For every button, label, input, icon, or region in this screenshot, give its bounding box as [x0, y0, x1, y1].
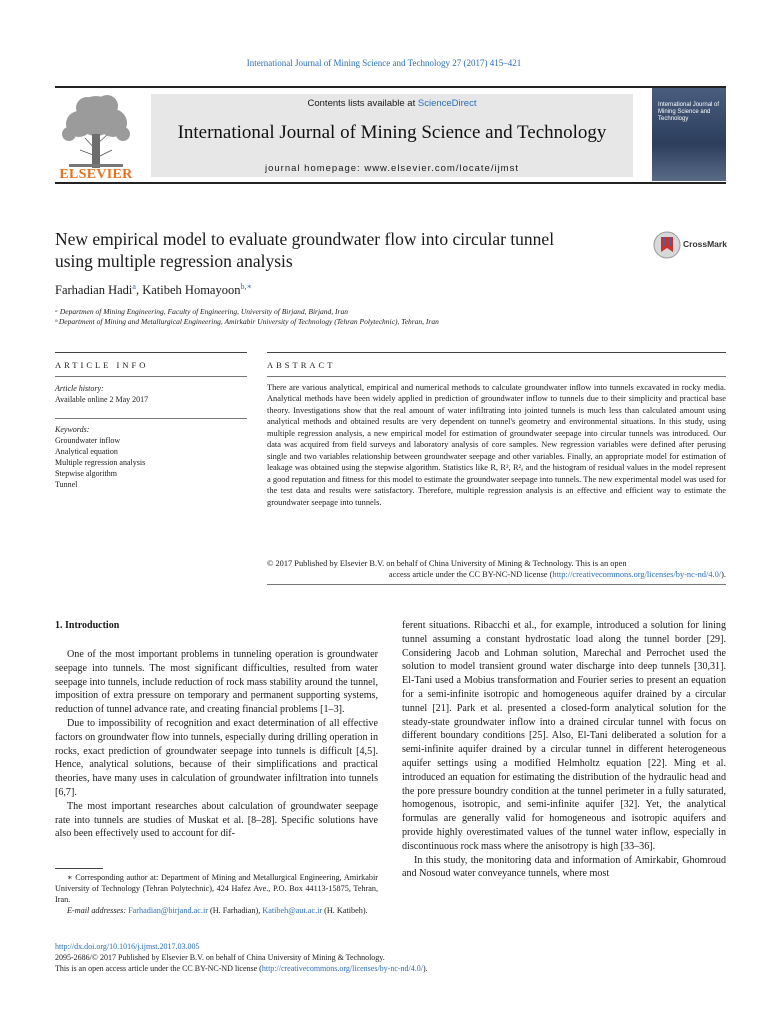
contents-prefix: Contents lists available at: [307, 98, 418, 109]
cover-title: International Journal of Mining Science and Technology: [658, 102, 720, 122]
email-link-1[interactable]: Farhadian@birjand.ac.ir: [128, 906, 208, 915]
divider: [267, 352, 726, 353]
license-end: ).: [423, 964, 428, 973]
copyright-line-2-text: access article under the CC BY-NC-ND license (: [388, 570, 553, 580]
affiliation-a: ᵃ Departmen of Mining Engineering, Faculty of Engineering, University of Birjand, Birjand, Iran: [55, 307, 348, 316]
abstract-heading: ABSTRACT: [267, 360, 336, 370]
author-1-affil[interactable]: a: [132, 282, 136, 291]
paragraph: The most important researches about calculation of groundwater seepage rate into tunnels are studies of Muskat et al. [8–28]. Specific solutions have also been effectively used to account for dif-: [55, 800, 378, 840]
paragraph: ferent situations. Ribacchi et al., for example, introduced a solution for lining tunnel assuming a constant hydrostatic load along the tunnel border [29]. Considering Jacob and Lohman solution, Marechal and Perrochet used the solution to model transient ground water discharge into deep tunnels [30,31]. El-Tani used a Mobius transformation and Fourier series to present an equation for a semi-infinite isotropic and homogeneous aquifer drained by a circular tunnel [21]. Park et al. presented a closed-form analytical solution for the steady-state groundwater inflow into a drained circular tunnel with focus on different boundary conditions [25]. Also, El-Tani deliberated a solution for a semi-infinite aquifer drained by a circular tunnel in different heterogeneous aquifer settings using a modified Helmholtz equation [22]. Ming et al. introduced an equation for estimating the distribution of the hydraulic head and the pore pressure boundry condition at the tunnel perimeter in a fully saturated, homogenous, isotropic, and semi-infinite aquifer [32]. Yet, the analytical formulas are generally valid for homogeneous and isotropic aquifers and provide highly overestimated values of the tunnel water inflow, especially in discontinuous rock mass where the anisotropy is high [33–36].: [402, 620, 726, 852]
crossmark-label: CrossMark: [683, 239, 727, 249]
title-line-1: New empirical model to evaluate groundwater flow into circular tunnel: [55, 229, 555, 249]
doi-link[interactable]: http://dx.doi.org/10.1016/j.ijmst.2017.03.005: [55, 942, 200, 951]
email-link-2[interactable]: Katibeh@aut.ac.ir: [262, 906, 323, 915]
keyword: Tunnel: [55, 480, 78, 489]
keyword: Analytical equation: [55, 447, 118, 456]
divider: [267, 376, 726, 377]
footnote-divider: [55, 868, 103, 869]
divider: [55, 352, 247, 353]
journal-title: International Journal of Mining Science and Technology: [177, 122, 607, 143]
elsevier-wordmark: ELSEVIER: [59, 167, 133, 182]
author-list: [55, 282, 252, 298]
paragraph: Due to impossibility of recognition and exact determination of all effective factors on groundwater flow into tunnels, especially during drilling operation in rocks, exact prediction of groundwater seepage into tunnels is difficult [4,5]. Hence, analytical solutions, because of their simplifications and practical theories, have many uses in calculation of groundwater infiltration into tunnels [6,7].: [55, 717, 378, 798]
license-link-bottom[interactable]: http://creativecommons.org/licenses/by-nc-nd/4.0/: [261, 964, 423, 973]
paragraph: One of the most important problems in tunneling operation is groundwater seepage into tunnels. The most significant difficulties, resulted from water seepage into tunnels, include reduction of rock mass stability around the tunnel, imposition of extra pressure on temporary and permanent supporting systems, reduction of tunnel advance rate, and creating financial problems [1–3].: [55, 649, 378, 716]
divider: [55, 376, 247, 377]
history-label: Article history:: [55, 384, 104, 393]
corresponding-author-footnote: [55, 872, 378, 916]
keyword: Groundwater inflow: [55, 436, 121, 445]
article-history: [55, 383, 148, 405]
journal-banner: [151, 94, 633, 177]
abstract-copyright: [267, 558, 726, 581]
article-info-heading: ARTICLE INFO: [55, 360, 149, 370]
paragraph: In this study, the monitoring data and information of Amirkabir, Ghomroud and Nosoud water conveyance tunnels, where most: [402, 854, 726, 880]
abstract-text: There are various analytical, empirical and numerical methods to calculate groundwater inflow into tunnels excavated in rocky media. Analytical methods have been widely applied in prediction of groundwater inflow to tunnels due to their simplicity and practical base theory. Investigations show that the real amount of water infiltrating into jointed tunnels is much less than calculated amount using analytical methods and obtained results are very dependent on tunnel's geometry and environmental situations. In this study, using multiple regression analysis, a new empirical model for estimation of groundwater seepage into circular tunnels was introduced. Our data was acquired from field surveys and laboratory analysis of core samples. New regression variables were defined after perusing single and two variables relationship between groundwater seepage and other variables. Finally, an appropriate model for estimation of leakage was obtained using the stepwise algorithm. Statistics like R, R², R²ₐ and the histogram of residual values in the model represent a good reputation and fitness for this model to estimate the groundwater seepage into tunnels. The new experimental model was used for the test data and results were satisfactory. Therefore, multiple regression analysis is an effective and efficient way to estimate the groundwater seepage into tunnels.: [267, 383, 726, 507]
paper-title: [55, 228, 645, 272]
footnote-emails: [55, 905, 378, 916]
journal-homepage[interactable]: journal homepage: www.elsevier.com/locate/ijmst: [265, 163, 519, 174]
journal-citation[interactable]: International Journal of Mining Science and Technology 27 (2017) 415–421: [246, 58, 522, 68]
divider: [55, 418, 247, 419]
keyword: Multiple regression analysis: [55, 458, 146, 467]
title-line-2: using multiple regression analysis: [55, 251, 293, 271]
copyright-line-2-end: ).: [721, 570, 726, 580]
keyword: Stepwise algorithm: [55, 469, 117, 478]
section-heading: 1. Introduction: [55, 620, 120, 631]
body-column-left: [55, 648, 378, 841]
issn-line: 2095-2686/© 2017 Published by Elsevier B.V. on behalf of China University of Mining & Technology.: [55, 953, 385, 962]
crossmark-badge[interactable]: [652, 230, 730, 260]
email-1-owner: (H. Farhadian),: [207, 906, 263, 915]
contents-line: [151, 98, 633, 109]
author-2: Katibeh Homayoon: [142, 283, 241, 298]
affiliations: [55, 307, 439, 327]
copyright-line-2: [267, 569, 726, 580]
keywords-block: [55, 424, 145, 490]
crossmark-icon: [652, 230, 682, 260]
affiliation-b: ᵇ Department of Mining and Metallurgical Engineering, Amirkabir University of Technology (Tehran Polytechnic), Tehran, Iran: [55, 317, 439, 326]
journal-masthead: [55, 86, 726, 184]
journal-cover-thumbnail[interactable]: [652, 88, 726, 181]
license-link[interactable]: http://creativecommons.org/licenses/by-nc-nd/4.0/: [552, 570, 722, 580]
author-2-affil[interactable]: b,∗: [240, 282, 252, 291]
author-1: Farhadian Hadi: [55, 283, 133, 298]
license-line: [55, 963, 555, 974]
license-text: This is an open access article under the CC BY-NC-ND license (: [55, 964, 262, 973]
author-separator: ,: [135, 283, 143, 298]
bottom-publication-info: [55, 941, 555, 974]
copyright-line-1: © 2017 Published by Elsevier B.V. on behalf of China University of Mining & Technology. This is an open: [267, 559, 627, 568]
email-2-owner: (H. Katibeh).: [322, 906, 368, 915]
footnote-text: ∗ Corresponding author at: Department of Mining and Metallurgical Engineering, Amirkabir University of Technology (Tehran Polytechnic), 424 Hafez Ave., P.O. Box 44113-15875, Tehran, Iran.: [55, 873, 378, 904]
email-label: E-mail addresses:: [67, 906, 129, 915]
body-column-right: [402, 619, 726, 881]
divider: [267, 584, 726, 585]
keywords-label: Keywords:: [55, 425, 90, 434]
history-value: Available online 2 May 2017: [55, 395, 149, 404]
sciencedirect-link[interactable]: ScienceDirect: [417, 98, 477, 109]
elsevier-tree-logo: [55, 90, 137, 178]
